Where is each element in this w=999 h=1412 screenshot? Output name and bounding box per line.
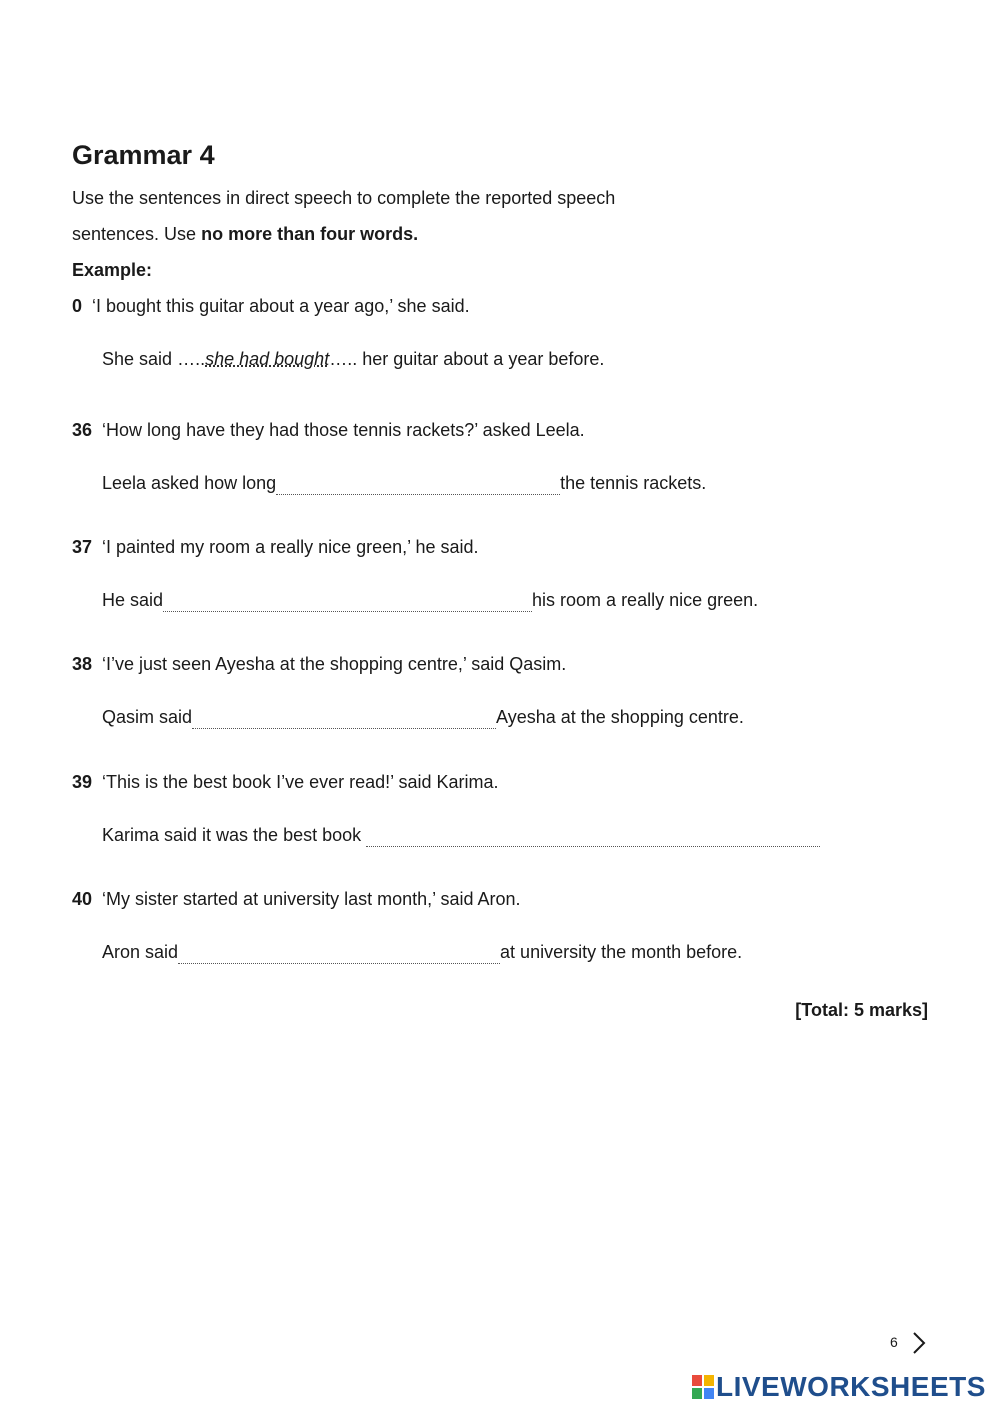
example-after-text: her guitar about a year before.	[357, 349, 605, 369]
question-number: 38	[72, 654, 93, 674]
answer-before-text: Aron said	[102, 942, 179, 962]
page-number: 6	[890, 1334, 898, 1350]
answer-input-39[interactable]	[366, 826, 820, 847]
example-dots-after: …..	[329, 349, 358, 369]
example-prompt-text: ‘I bought this guitar about a year ago,’ she said.	[92, 296, 470, 316]
question-prompt	[72, 653, 566, 675]
question-answer-line	[102, 824, 820, 847]
question-prompt	[72, 888, 521, 910]
logo-text: LIVEWORKSHEETS	[716, 1371, 986, 1402]
question-number: 37	[72, 537, 93, 557]
question-prompt-text: ‘This is the best book I’ve ever read!’ said Karima.	[102, 772, 499, 792]
answer-after-text: Ayesha at the shopping centre.	[496, 707, 744, 727]
example-dots-before: …..	[177, 349, 206, 369]
liveworksheets-logo	[692, 1372, 986, 1402]
page-title: Grammar 4	[72, 140, 215, 170]
question-prompt	[72, 771, 499, 793]
example-number: 0	[72, 296, 83, 316]
liveworksheets-logo-icon	[692, 1375, 714, 1399]
question-answer-line	[102, 589, 758, 612]
question-number: 40	[72, 889, 93, 909]
answer-before-text: Leela asked how long	[102, 473, 277, 493]
instructions-line-1: Use the sentences in direct speech to complete the reported speech	[72, 188, 616, 208]
instructions-plain-text: sentences. Use	[72, 224, 202, 244]
answer-input-36[interactable]	[276, 474, 560, 495]
answer-input-37[interactable]	[163, 591, 532, 612]
example-answer: she had bought	[205, 349, 330, 369]
example-before-text: She said	[102, 349, 178, 369]
answer-after-text: his room a really nice green.	[532, 590, 759, 610]
question-answer-line	[102, 941, 742, 964]
instructions-line-2	[72, 223, 418, 245]
example-label: Example:	[72, 260, 153, 280]
question-prompt-text: ‘How long have they had those tennis rackets?’ asked Leela.	[102, 420, 585, 440]
example-prompt	[72, 295, 470, 317]
chevron-right-icon[interactable]	[910, 1330, 928, 1356]
example-answer-line	[102, 348, 604, 370]
question-prompt	[72, 536, 479, 558]
question-prompt	[72, 419, 585, 441]
answer-before-text: Qasim said	[102, 707, 193, 727]
answer-input-38[interactable]	[192, 708, 496, 729]
instructions-bold-text: no more than four words.	[201, 224, 419, 244]
question-number: 39	[72, 772, 93, 792]
answer-after-text: the tennis rackets.	[560, 473, 707, 493]
answer-after-text: at university the month before.	[500, 942, 743, 962]
question-answer-line	[102, 472, 706, 495]
question-prompt-text: ‘I painted my room a really nice green,’ he said.	[102, 537, 479, 557]
question-prompt-text: ‘My sister started at university last month,’ said Aron.	[102, 889, 521, 909]
question-prompt-text: ‘I’ve just seen Ayesha at the shopping centre,’ said Qasim.	[102, 654, 567, 674]
question-answer-line	[102, 706, 744, 729]
answer-before-text: Karima said it was the best book	[102, 825, 367, 845]
answer-input-40[interactable]	[178, 943, 500, 964]
answer-before-text: He said	[102, 590, 164, 610]
question-number: 36	[72, 420, 93, 440]
total-marks: [Total: 5 marks]	[795, 1000, 928, 1020]
